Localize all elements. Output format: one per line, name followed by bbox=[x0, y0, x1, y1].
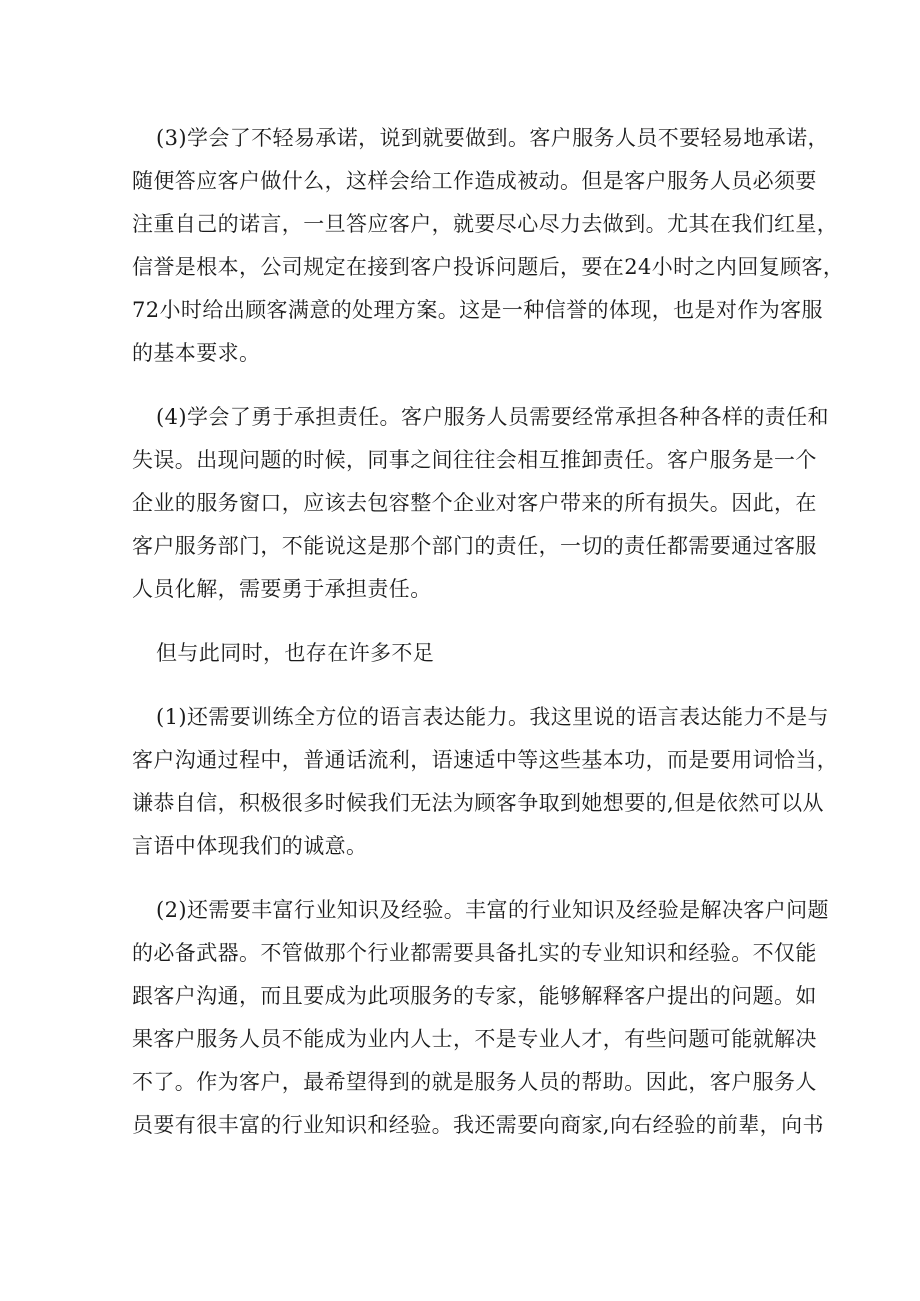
text-line: 员要有很丰富的行业知识和经验。我还需要向商家,向右经验的前辈，向书 bbox=[132, 1113, 824, 1137]
text-line: 注重自己的诺言，一旦答应客户，就要尽心尽力去做到。尤其在我们红星， bbox=[132, 212, 839, 236]
text-line: (1)还需要训练全方位的语言表达能力。我这里说的语言表达能力不是与 bbox=[156, 705, 829, 729]
text-line: 跟客户沟通，而且要成为此项服务的专家，能够解释客户提出的问题。如 bbox=[132, 984, 817, 1008]
text-line: 果客户服务人员不能成为业内人士，不是专业人才，有些问题可能就解决 bbox=[132, 1027, 817, 1051]
text-line: (4)学会了勇于承担责任。客户服务人员需要经常承担各种各样的责任和 bbox=[156, 405, 829, 429]
text-line: 信誉是根本，公司规定在接到客户投诉问题后，要在24小时之内回复顾客， bbox=[132, 255, 845, 279]
text-line: 的基本要求。 bbox=[132, 341, 261, 365]
text-line: (2)还需要丰富行业知识及经验。丰富的行业知识及经验是解决客户问题 bbox=[156, 898, 829, 922]
text-line: 客户沟通过程中，普通话流利，语速适中等这些基本功，而是要用词恰当， bbox=[132, 748, 839, 772]
text-line: 企业的服务窗口，应该去包容整个企业对客户带来的所有损失。因此，在 bbox=[132, 491, 817, 515]
text-line: 客户服务部门，不能说这是那个部门的责任，一切的责任都需要通过客服 bbox=[132, 534, 817, 558]
text-line: 不了。作为客户，最希望得到的就是服务人员的帮助。因此，客户服务人 bbox=[132, 1070, 817, 1094]
text-line: 72小时给出顾客满意的处理方案。这是一种信誉的体现，也是对作为客服 bbox=[132, 298, 823, 322]
text-line: 随便答应客户做什么，这样会给工作造成被动。但是客户服务人员必须要 bbox=[132, 169, 817, 193]
text-line: 的必备武器。不管做那个行业都需要具备扎实的专业知识和经验。不仅能 bbox=[132, 941, 817, 965]
text-line: 失误。出现问题的时候，同事之间往往会相互推卸责任。客户服务是一个 bbox=[132, 448, 817, 472]
text-line: 人员化解，需要勇于承担责任。 bbox=[132, 577, 432, 601]
text-line: 谦恭自信，积极很多时候我们无法为顾客争取到她想要的,但是依然可以从 bbox=[132, 791, 824, 815]
text-line: (3)学会了不轻易承诺，说到就要做到。客户服务人员不要轻易地承诺， bbox=[156, 126, 829, 150]
text-line: 言语中体现我们的诚意。 bbox=[132, 834, 368, 858]
text-line: 但与此同时，也存在许多不足 bbox=[156, 641, 435, 665]
